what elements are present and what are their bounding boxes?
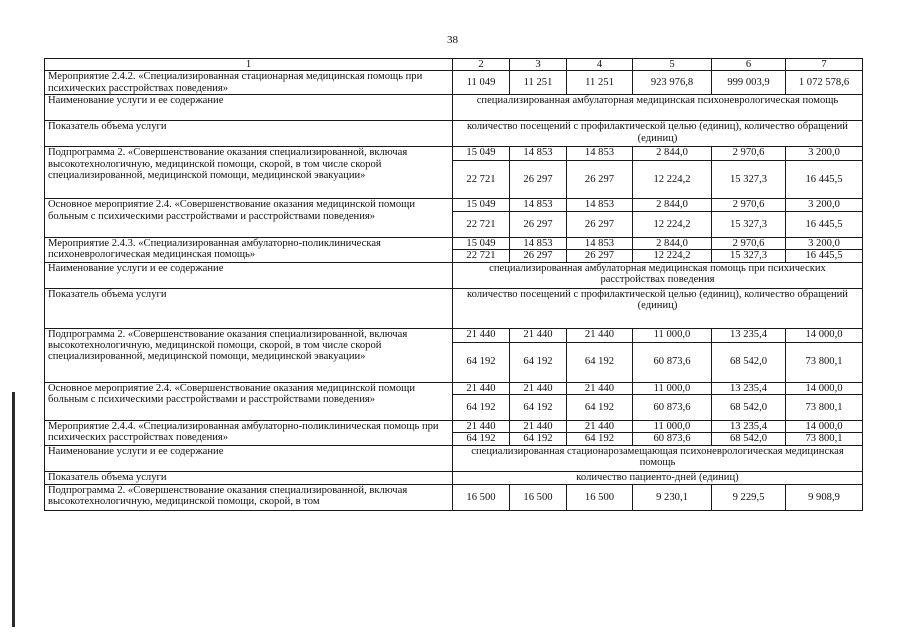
row-label: Показатель объема услуги — [45, 121, 453, 147]
table-row — [45, 199, 863, 211]
cell-value: 26 297 — [567, 161, 633, 199]
cell-value: 26 297 — [510, 250, 567, 262]
cell-value: 21 440 — [567, 382, 633, 394]
cell-value: 26 297 — [510, 211, 567, 237]
cell-value: 12 224,2 — [633, 211, 712, 237]
cell-value: 12 224,2 — [633, 161, 712, 199]
cell-value: 2 844,0 — [633, 199, 712, 211]
cell-value: 2 844,0 — [633, 147, 712, 161]
cell-value: 2 970,6 — [712, 237, 786, 249]
cell-value: 21 440 — [453, 328, 510, 342]
cell-value: 64 192 — [453, 342, 510, 382]
col-header-5: 5 — [633, 59, 712, 71]
cell-value: 68 542,0 — [712, 342, 786, 382]
cell-value: 11 251 — [510, 71, 567, 95]
cell-value: 14 853 — [567, 147, 633, 161]
cell-value: 21 440 — [567, 328, 633, 342]
cell-value: 14 853 — [567, 199, 633, 211]
header-row — [45, 59, 863, 71]
cell-value: 9 230,1 — [633, 484, 712, 510]
cell-value: 64 192 — [510, 433, 567, 445]
cell-value: 26 297 — [510, 161, 567, 199]
cell-value: 2 970,6 — [712, 199, 786, 211]
cell-value: 15 327,3 — [712, 250, 786, 262]
table-row — [45, 382, 863, 394]
cell-value: 21 440 — [453, 382, 510, 394]
table-row — [45, 288, 863, 328]
cell-value: 21 440 — [510, 421, 567, 433]
cell-value: 923 976,8 — [633, 71, 712, 95]
cell-value: 3 200,0 — [786, 199, 863, 211]
cell-value: 12 224,2 — [633, 250, 712, 262]
col-header-6: 6 — [712, 59, 786, 71]
cell-value: 3 200,0 — [786, 237, 863, 249]
cell-value: 11 000,0 — [633, 421, 712, 433]
cell-value: 16 500 — [510, 484, 567, 510]
service-description: специализированная амбулаторная медицинская психоневрологическая помощь — [453, 95, 863, 121]
cell-value: 64 192 — [567, 342, 633, 382]
row-label: Показатель объема услуги — [45, 471, 453, 484]
cell-value: 21 440 — [453, 421, 510, 433]
table-row — [45, 237, 863, 249]
cell-value: 9 908,9 — [786, 484, 863, 510]
cell-value: 64 192 — [510, 342, 567, 382]
cell-value: 21 440 — [510, 382, 567, 394]
cell-value: 73 800,1 — [786, 395, 863, 421]
cell-value: 22 721 — [453, 161, 510, 199]
cell-value: 68 542,0 — [712, 433, 786, 445]
row-label: Наименование услуги и ее содержание — [45, 445, 453, 471]
table-row — [45, 484, 863, 510]
row-label: Основное мероприятие 2.4. «Совершенствование оказания медицинской помощи больным с психическими расстройствами и расстройствами поведения» — [45, 382, 453, 420]
cell-value: 21 440 — [567, 421, 633, 433]
row-label: Мероприятие 2.4.2. «Специализированная стационарная медицинская помощь при психических расстройствах поведения» — [45, 71, 453, 95]
table-row — [45, 262, 863, 288]
cell-value: 60 873,6 — [633, 433, 712, 445]
row-label: Основное мероприятие 2.4. «Совершенствование оказания медицинской помощи больным с психическими расстройствами и расстройствами поведения» — [45, 199, 453, 237]
table-row — [45, 71, 863, 95]
col-header-3: 3 — [510, 59, 567, 71]
row-label: Мероприятие 2.4.4. «Специализированная амбулаторно-поликлиническая помощь при психических расстройствах поведения» — [45, 421, 453, 446]
cell-value: 2 844,0 — [633, 237, 712, 249]
service-description: специализированная стационарозамещающая психоневрологическая медицинская помощь — [453, 445, 863, 471]
service-description: специализированная амбулаторная медицинская помощь при психических расстройствах поведения — [453, 262, 863, 288]
cell-value: 16 500 — [453, 484, 510, 510]
cell-value: 64 192 — [567, 433, 633, 445]
cell-value: 16 500 — [567, 484, 633, 510]
cell-value: 15 327,3 — [712, 211, 786, 237]
cell-value: 11 000,0 — [633, 382, 712, 394]
table-row — [45, 95, 863, 121]
cell-value: 2 970,6 — [712, 147, 786, 161]
cell-value: 14 853 — [510, 237, 567, 249]
cell-value: 14 853 — [567, 237, 633, 249]
cell-value: 64 192 — [510, 395, 567, 421]
volume-indicator: количество пациенто-дней (единиц) — [453, 471, 863, 484]
table-row — [45, 471, 863, 484]
col-header-7: 7 — [786, 59, 863, 71]
col-header-2: 2 — [453, 59, 510, 71]
cell-value: 9 229,5 — [712, 484, 786, 510]
row-label: Подпрограмма 2. «Совершенствование оказания специализированной, включая высокотехнологичную, медицинской помощи, скорой, в том числе скорой специализированной, медицинской помощи, медицинской эвакуации» — [45, 328, 453, 382]
cell-value: 16 445,5 — [786, 250, 863, 262]
row-label: Подпрограмма 2. «Совершенствование оказания специализированной, включая высокотехнологичную, медицинской помощи, скорой, в том — [45, 484, 453, 510]
table-row — [45, 147, 863, 161]
table-row — [45, 445, 863, 471]
cell-value: 3 200,0 — [786, 147, 863, 161]
cell-value: 64 192 — [567, 395, 633, 421]
cell-value: 14 853 — [510, 147, 567, 161]
cell-value: 15 049 — [453, 147, 510, 161]
col-header-1: 1 — [45, 59, 453, 71]
volume-indicator: количество посещений с профилактической целью (единиц), количество обращений (единиц) — [453, 288, 863, 328]
row-label: Мероприятие 2.4.3. «Специализированная амбулаторно-поликлиническая психоневрологическая медицинская помощь» — [45, 237, 453, 262]
cell-value: 60 873,6 — [633, 342, 712, 382]
cell-value: 73 800,1 — [786, 433, 863, 445]
table-row — [45, 121, 863, 147]
cell-value: 68 542,0 — [712, 395, 786, 421]
cell-value: 16 445,5 — [786, 211, 863, 237]
cell-value: 26 297 — [567, 250, 633, 262]
cell-value: 11 049 — [453, 71, 510, 95]
col-header-4: 4 — [567, 59, 633, 71]
cell-value: 15 327,3 — [712, 161, 786, 199]
row-label: Показатель объема услуги — [45, 288, 453, 328]
cell-value: 26 297 — [567, 211, 633, 237]
cell-value: 16 445,5 — [786, 161, 863, 199]
cell-value: 13 235,4 — [712, 421, 786, 433]
cell-value: 14 000,0 — [786, 382, 863, 394]
row-label: Наименование услуги и ее содержание — [45, 262, 453, 288]
cell-value: 15 049 — [453, 199, 510, 211]
cell-value: 22 721 — [453, 250, 510, 262]
row-label: Подпрограмма 2. «Совершенствование оказания специализированной, включая высокотехнологичную, медицинской помощи, скорой, в том числе скорой специализированной, медицинской помощи, медицинской эвакуации» — [45, 147, 453, 199]
cell-value: 1 072 578,6 — [786, 71, 863, 95]
program-table — [44, 58, 863, 511]
page-number: 38 — [447, 34, 458, 46]
cell-value: 15 049 — [453, 237, 510, 249]
row-label: Наименование услуги и ее содержание — [45, 95, 453, 121]
cell-value: 64 192 — [453, 395, 510, 421]
cell-value: 14 853 — [510, 199, 567, 211]
cell-value: 14 000,0 — [786, 328, 863, 342]
table-row — [45, 421, 863, 433]
cell-value: 73 800,1 — [786, 342, 863, 382]
cell-value: 13 235,4 — [712, 328, 786, 342]
cell-value: 21 440 — [510, 328, 567, 342]
cell-value: 22 721 — [453, 211, 510, 237]
cell-value: 14 000,0 — [786, 421, 863, 433]
table-row — [45, 328, 863, 342]
page-edge-shadow — [12, 392, 15, 627]
cell-value: 11 000,0 — [633, 328, 712, 342]
cell-value: 64 192 — [453, 433, 510, 445]
cell-value: 60 873,6 — [633, 395, 712, 421]
cell-value: 13 235,4 — [712, 382, 786, 394]
cell-value: 11 251 — [567, 71, 633, 95]
volume-indicator: количество посещений с профилактической целью (единиц), количество обращений (единиц) — [453, 121, 863, 147]
cell-value: 999 003,9 — [712, 71, 786, 95]
